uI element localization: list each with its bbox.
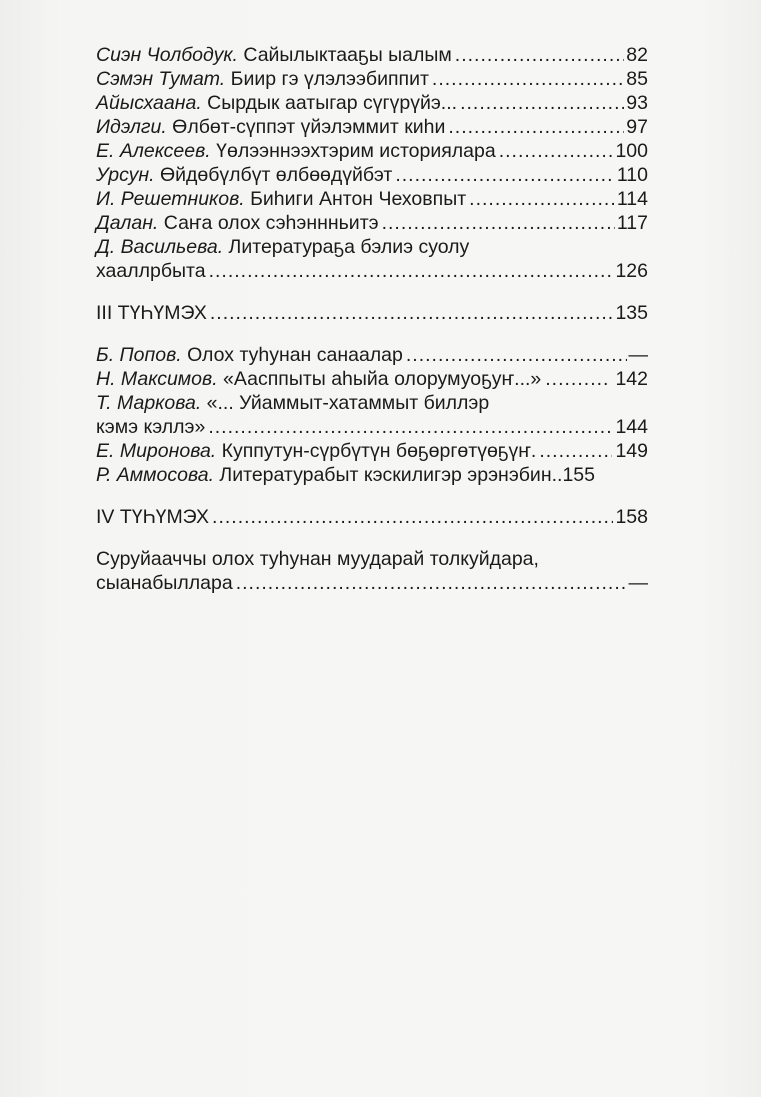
toc-page-number: 100 bbox=[615, 140, 648, 162]
toc-title-continued: кэмэ кэллэ» bbox=[96, 416, 206, 438]
toc-author: Айысхаана. bbox=[96, 92, 202, 114]
toc-page-number: 149 bbox=[615, 440, 648, 462]
toc-author: Сэмэн Тумат. bbox=[96, 68, 226, 90]
toc-title: Биһиги Антон Чеховпыт bbox=[244, 188, 467, 210]
toc-entry bbox=[96, 67, 648, 91]
toc-entry bbox=[96, 115, 648, 139]
dot-leader bbox=[499, 139, 614, 163]
dot-leader bbox=[208, 415, 613, 439]
dot-leader bbox=[406, 343, 627, 367]
toc-author: Идэлги. bbox=[96, 116, 167, 138]
toc-entry bbox=[96, 343, 648, 367]
toc-entry bbox=[96, 211, 648, 235]
toc-page-number: 142 bbox=[615, 368, 648, 390]
toc-title-continued: сыанабыллара bbox=[96, 572, 233, 594]
toc-page-number: 85 bbox=[626, 68, 648, 90]
toc-title: Биир гэ үлэлээбиппит bbox=[225, 68, 429, 90]
toc-author: Далан. bbox=[96, 212, 159, 234]
toc-author: Е. Миронова. bbox=[96, 440, 217, 462]
toc-entry bbox=[96, 439, 648, 463]
toc-author: Р. Аммосова. bbox=[96, 464, 214, 486]
toc-author: Урсун. bbox=[96, 164, 155, 186]
toc-page-number: 82 bbox=[626, 44, 648, 66]
toc-title: Өйдөбүлбүт өлбөөдүйбэт bbox=[154, 164, 393, 186]
toc-title-continued: хааллрбыта bbox=[96, 260, 206, 282]
dot-leader bbox=[448, 115, 624, 139]
toc-title: Үөлээннээхтэрим историялара bbox=[210, 140, 496, 162]
dot-leader bbox=[539, 439, 612, 463]
dot-leader bbox=[460, 91, 624, 115]
dot-leader bbox=[210, 301, 614, 325]
toc-entry bbox=[96, 139, 648, 163]
section-label: III ТҮҺҮМЭХ bbox=[96, 302, 207, 324]
dot-leader bbox=[432, 67, 624, 91]
toc-entry bbox=[96, 163, 648, 187]
toc-page-number: 155 bbox=[562, 464, 595, 486]
dot-leader bbox=[212, 505, 613, 529]
dot-leader bbox=[395, 163, 615, 187]
toc-page-number: 114 bbox=[616, 188, 648, 210]
toc-title: Литературабыт кэскилигэр эрэнэбин.. bbox=[214, 464, 563, 486]
toc-title: Сырдык аатыгар сүгүрүйэ... bbox=[201, 92, 458, 114]
toc-section-heading bbox=[96, 505, 648, 529]
toc-page-number: 126 bbox=[615, 260, 648, 282]
toc-entry bbox=[96, 235, 648, 283]
toc-author: Н. Максимов. bbox=[96, 368, 218, 390]
toc-section-heading bbox=[96, 301, 648, 325]
toc-page-number: 93 bbox=[626, 92, 648, 114]
toc-entry bbox=[96, 187, 648, 211]
toc-author: И. Решетников. bbox=[96, 188, 245, 210]
dot-leader bbox=[236, 571, 627, 595]
toc-title: «... Уйаммыт-хатаммыт биллэр bbox=[201, 392, 490, 414]
toc-title: Куппутун-сүрбүтүн бөҕөргөтүөҕүҥ. bbox=[216, 440, 537, 462]
toc-author: Сиэн Чолбодук. bbox=[96, 44, 238, 66]
toc-page-number: 97 bbox=[626, 116, 648, 138]
table-of-contents bbox=[96, 43, 648, 595]
toc-title: Өлбөт-сүппэт үйэлэммит киһи bbox=[166, 116, 446, 138]
dot-leader bbox=[209, 259, 614, 283]
dot-leader bbox=[382, 211, 615, 235]
toc-page-number: — bbox=[628, 572, 648, 594]
toc-title: Суруйааччы олох туһунан муударай толкуйдара, bbox=[96, 548, 539, 570]
toc-page-number: 144 bbox=[615, 416, 648, 438]
toc-page-number: 117 bbox=[616, 212, 648, 234]
dot-leader bbox=[545, 367, 611, 391]
toc-title: «Аасппыты аһыйа олорумуоҕуҥ...» bbox=[217, 368, 542, 390]
toc-entry bbox=[96, 391, 648, 439]
toc-entry bbox=[96, 91, 648, 115]
toc-title: Литератураҕа бэлиэ суолу bbox=[223, 236, 470, 258]
toc-page-number: 158 bbox=[615, 506, 648, 528]
dot-leader bbox=[455, 43, 625, 67]
toc-page-number: — bbox=[628, 344, 648, 366]
toc-entry bbox=[96, 463, 648, 487]
toc-title: Сайылыктааҕы ыалым bbox=[237, 44, 452, 66]
toc-entry bbox=[96, 547, 648, 595]
toc-page-number: 135 bbox=[615, 302, 648, 324]
toc-entry bbox=[96, 367, 648, 391]
toc-title: Олох туһунан санаалар bbox=[181, 344, 403, 366]
toc-page-number: 110 bbox=[616, 164, 648, 186]
toc-entry bbox=[96, 43, 648, 67]
toc-title: Саҥа олох сэһэннньитэ bbox=[158, 212, 379, 234]
dot-leader bbox=[469, 187, 615, 211]
toc-author: Б. Попов. bbox=[96, 344, 182, 366]
toc-author: Т. Маркова. bbox=[96, 392, 202, 414]
section-label: IV ТҮҺҮМЭХ bbox=[96, 506, 210, 528]
toc-author: Д. Васильева. bbox=[96, 236, 224, 258]
toc-author: Е. Алексеев. bbox=[96, 140, 211, 162]
